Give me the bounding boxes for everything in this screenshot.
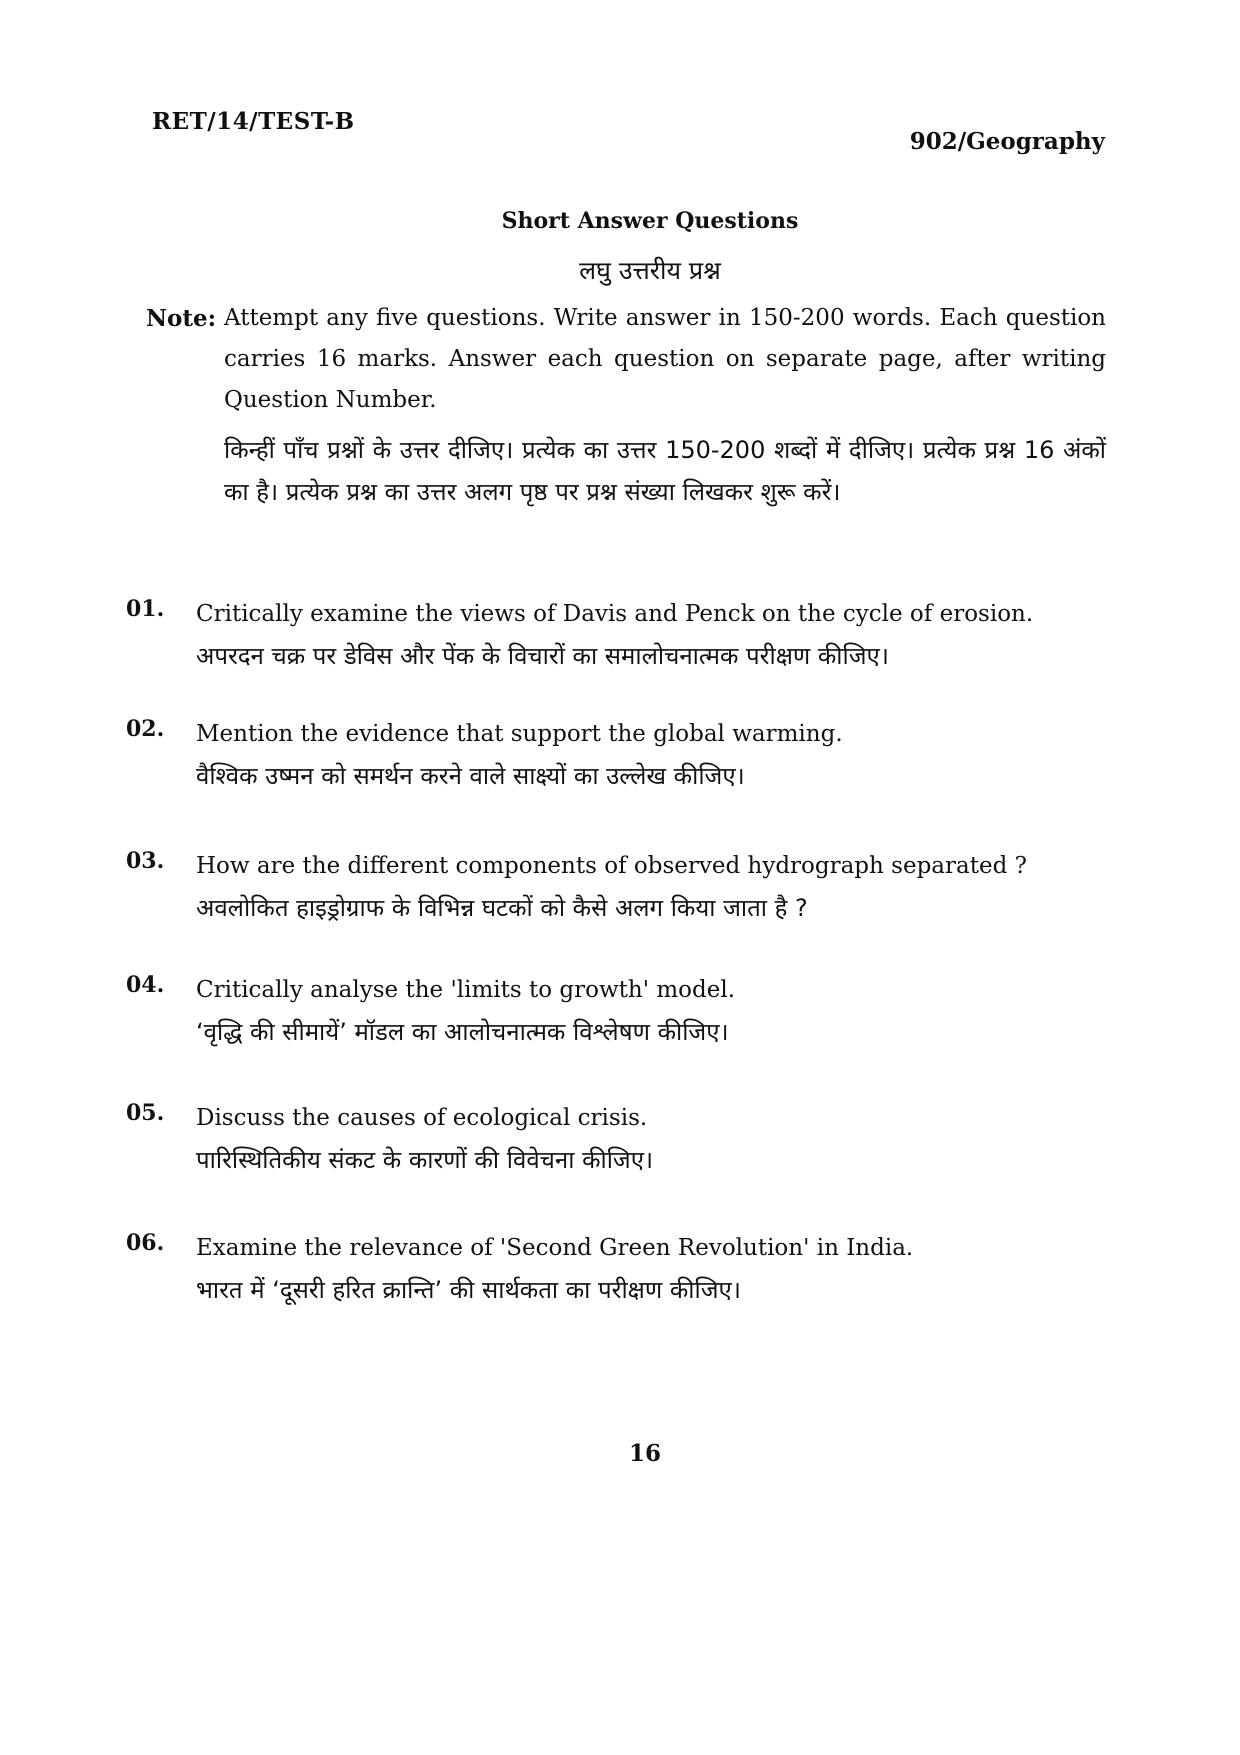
note-text-english: Attempt any five questions. Write answer in 150-200 words. Each question carries 16 marks. Answer each question on separate page, after writing Question Number. xyxy=(224,305,1106,413)
question-body xyxy=(196,596,1106,676)
question-body xyxy=(196,972,1106,1052)
question-body xyxy=(196,1100,1106,1180)
question-number: 05. xyxy=(126,1100,165,1126)
question-item xyxy=(126,848,1106,972)
question-item xyxy=(126,716,1106,848)
question-item xyxy=(126,1100,1106,1230)
question-text-hindi: ‘वृद्धि की सीमायें’ मॉडल का आलोचनात्मक विश्लेषण कीजिए। xyxy=(196,1018,729,1046)
test-code: RET/14/TEST-B xyxy=(152,108,355,135)
question-text-english: Critically examine the views of Davis and Penck on the cycle of erosion. xyxy=(196,601,1034,627)
question-list xyxy=(126,596,1106,1350)
question-item xyxy=(126,596,1106,716)
question-body xyxy=(196,1230,1106,1310)
question-text-english: Mention the evidence that support the global warming. xyxy=(196,721,843,747)
page-number: 16 xyxy=(628,1440,661,1467)
question-text-english: Critically analyse the 'limits to growth' model. xyxy=(196,977,736,1003)
section-title-english: Short Answer Questions xyxy=(501,208,799,234)
question-item xyxy=(126,1230,1106,1350)
note-body xyxy=(224,298,1106,513)
question-number: 04. xyxy=(126,972,165,998)
question-number: 02. xyxy=(126,716,165,742)
question-item xyxy=(126,972,1106,1100)
subject-code: 902/Geography xyxy=(909,128,1105,155)
question-body xyxy=(196,848,1106,928)
question-body xyxy=(196,716,1106,796)
instructions-note xyxy=(146,298,1106,513)
question-text-english: Examine the relevance of 'Second Green Revolution' in India. xyxy=(196,1235,914,1261)
question-text-english: How are the different components of observed hydrograph separated ? xyxy=(196,853,1027,879)
question-text-hindi: भारत में ‘दूसरी हरित क्रान्ति’ की सार्थकता का परीक्षण कीजिए। xyxy=(196,1276,741,1304)
question-text-hindi: अवलोकित हाइड्रोग्राफ के विभिन्न घटकों को कैसे अलग किया जाता है ? xyxy=(196,894,808,922)
question-number: 06. xyxy=(126,1230,165,1256)
question-number: 03. xyxy=(126,848,165,874)
question-text-english: Discuss the causes of ecological crisis. xyxy=(196,1105,648,1131)
question-text-hindi: पारिस्थितिकीय संकट के कारणों की विवेचना कीजिए। xyxy=(196,1146,654,1174)
note-text-hindi: किन्हीं पाँच प्रश्नों के उत्तर दीजिए। प्रत्येक का उत्तर 150-200 शब्दों में दीजिए। प्रत्येक प्रश्न 16 अंकों का है। प्रत्येक प्रश्न का उत्तर अलग पृष्ठ पर प्रश्न संख्या लिखकर शुरू करें। xyxy=(224,436,1106,506)
note-label: Note: xyxy=(146,305,217,332)
question-text-hindi: अपरदन चक्र पर डेविस और पेंक के विचारों का समालोचनात्मक परीक्षण कीजिए। xyxy=(196,642,889,670)
section-title-hindi: लघु उत्तरीय प्रश्न xyxy=(579,256,721,285)
question-number: 01. xyxy=(126,596,165,622)
question-text-hindi: वैश्विक उष्मन को समर्थन करने वाले साक्ष्यों का उल्लेख कीजिए। xyxy=(196,762,745,790)
